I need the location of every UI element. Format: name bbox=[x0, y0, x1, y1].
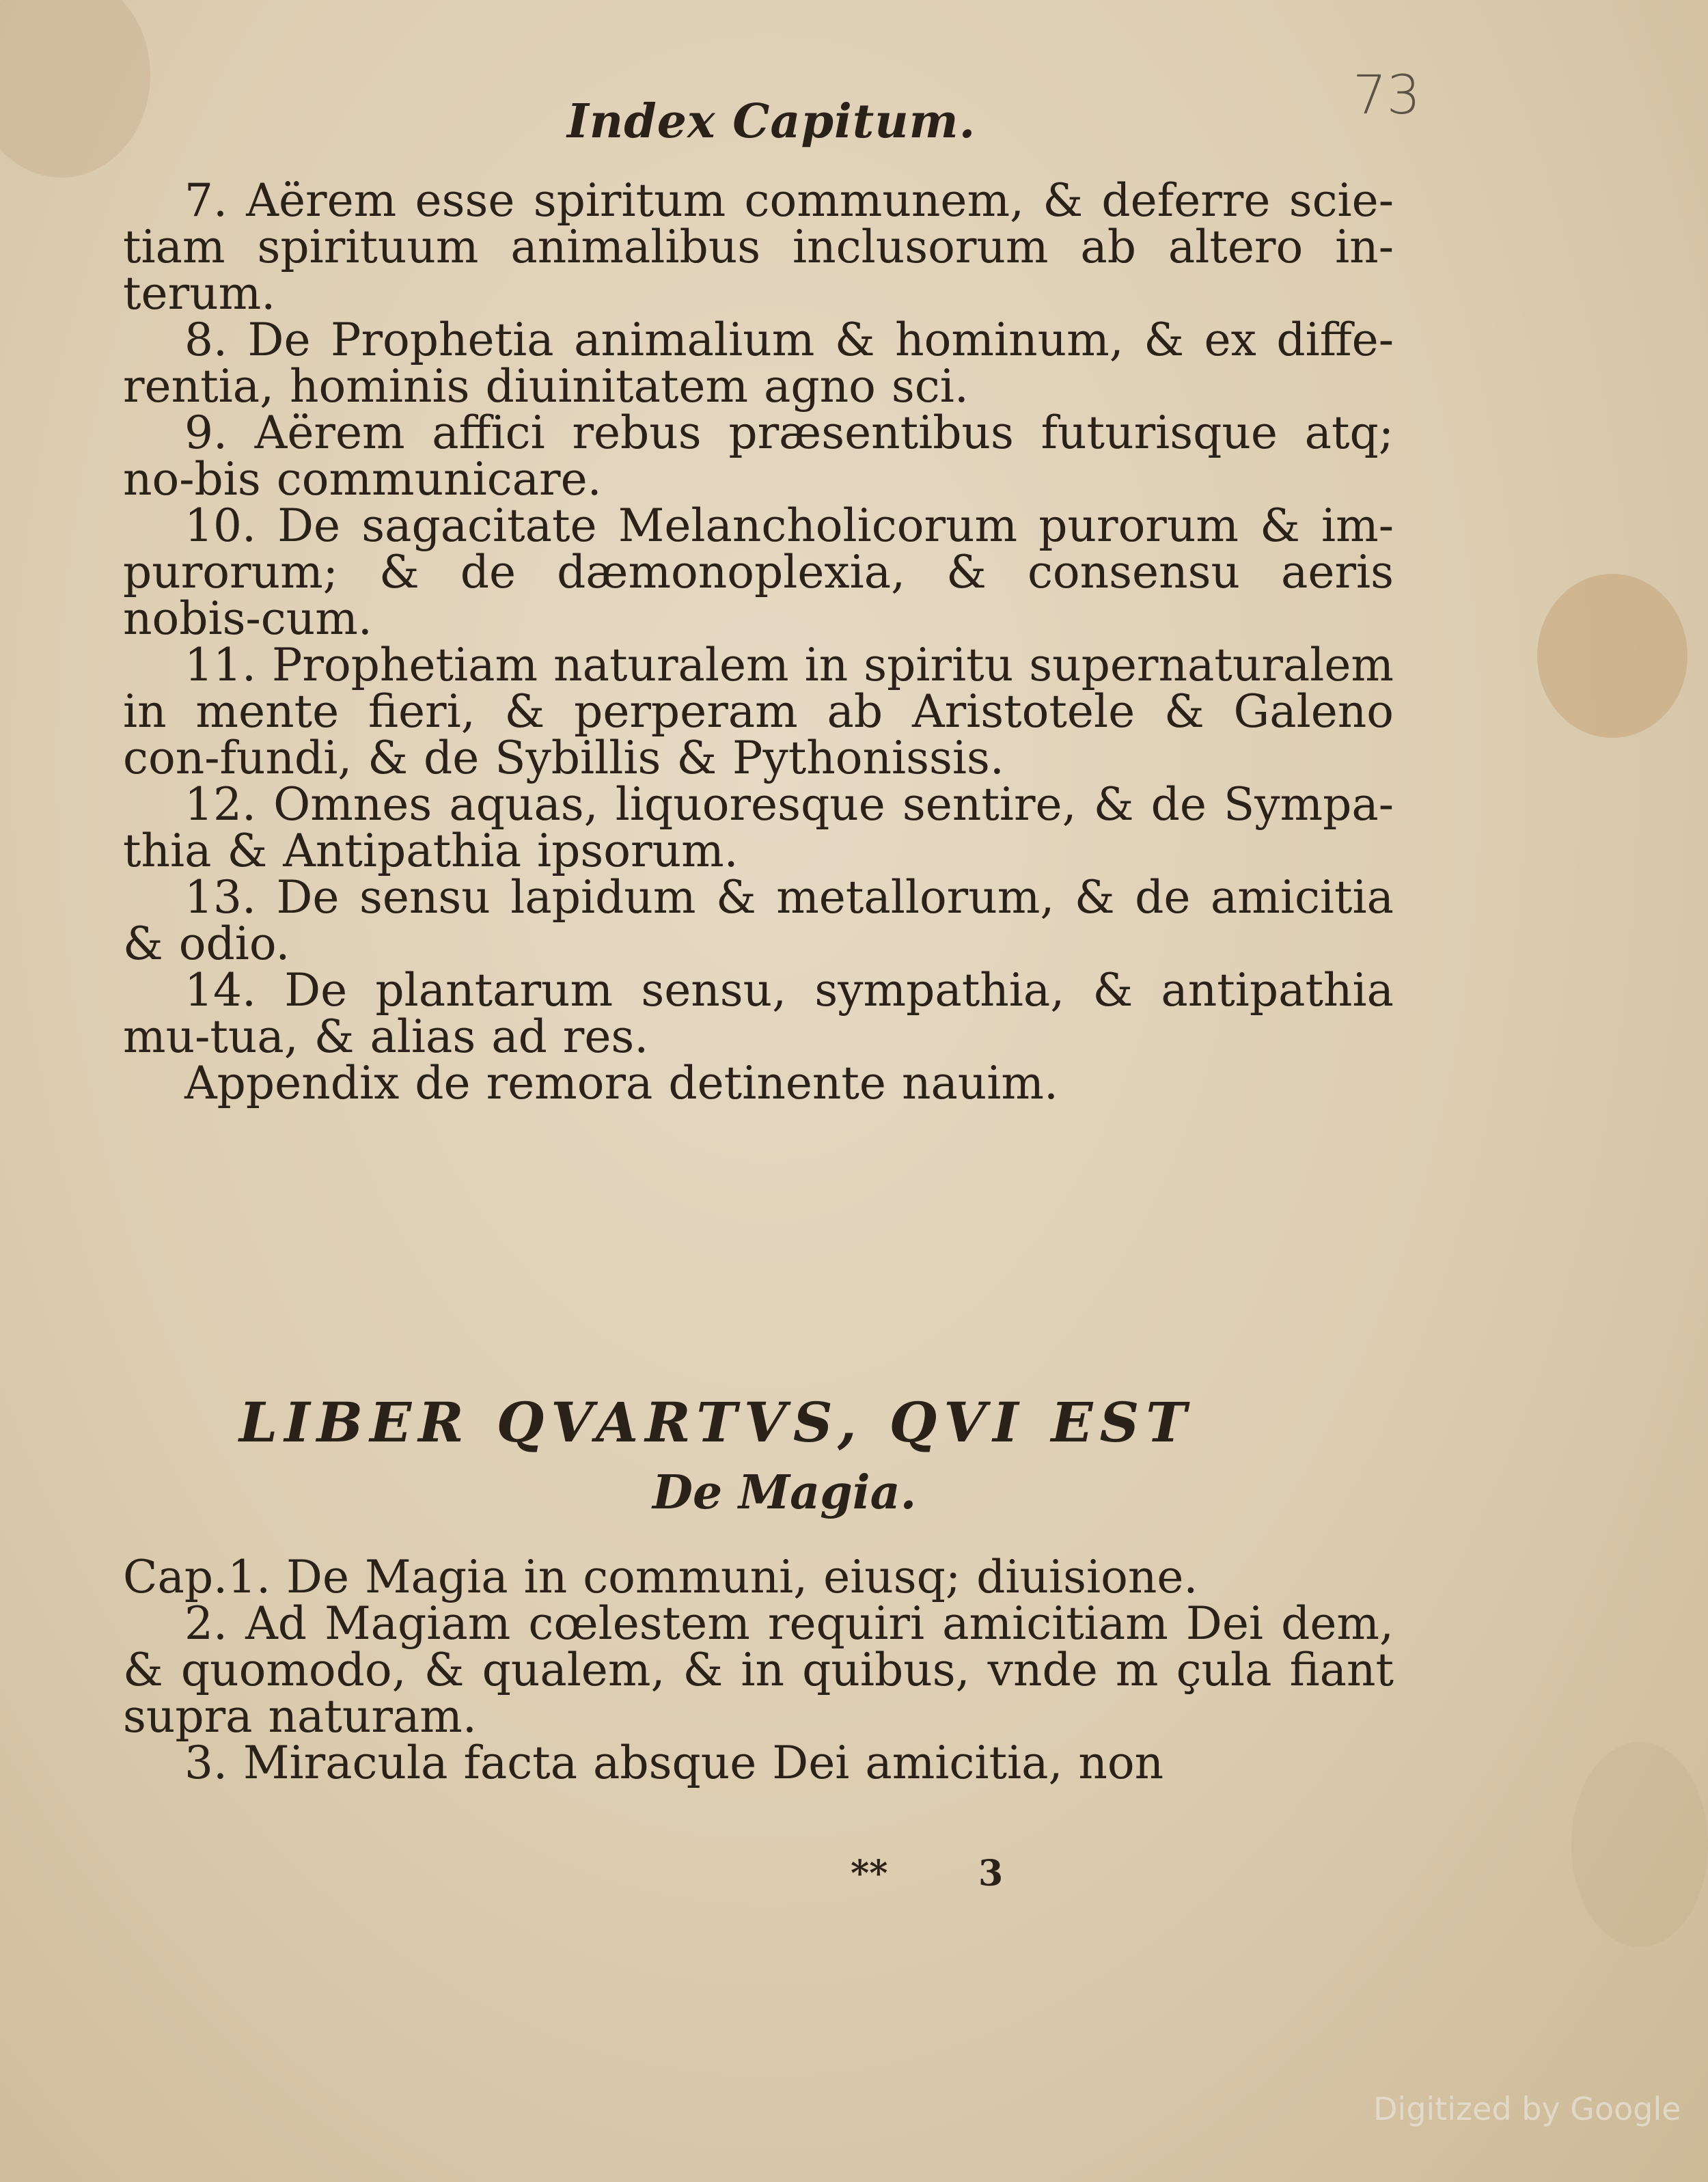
foxing-stain bbox=[0, 0, 150, 178]
index-entry: 2. Ad Magiam cœlestem requiri amicitiam Dei dem, & quomodo, & qualem, & in quibus, vnde m çula fiant supra naturam. bbox=[123, 1597, 1394, 1743]
index-entry: 11. Prophetiam naturalem in spiritu supernaturalem in mente fieri, & perperam ab Aristotele & Galeno con-fundi, & de Sybillis & Pythonissis. bbox=[123, 639, 1394, 784]
digitization-watermark: Digitized by Google bbox=[1373, 2090, 1681, 2127]
index-entry: 7. Aërem esse spiritum communem, & deferre scie-tiam spirituum animalibus inclusorum ab altero in-terum. bbox=[123, 174, 1394, 320]
index-entries-part1 bbox=[123, 174, 1394, 1109]
signature-number: 3 bbox=[978, 1853, 1004, 1894]
signature-mark: ** bbox=[851, 1853, 888, 1894]
foxing-stain bbox=[1537, 574, 1688, 738]
book-subheading: De Magia. bbox=[652, 1465, 917, 1520]
index-entries-part2 bbox=[123, 1551, 1394, 1789]
index-entry: 13. De sensu lapidum & metallorum, & de amicitia & odio. bbox=[123, 871, 1394, 970]
index-entry: 10. De sagacitate Melancholicorum purorum & im-purorum; & de dæmonoplexia, & consensu aeris nobis-cum. bbox=[123, 499, 1394, 645]
foxing-stain bbox=[1571, 1742, 1708, 1947]
index-entry: 12. Omnes aquas, liquoresque sentire, & de Sympa-thia & Antipathia ipsorum. bbox=[123, 778, 1394, 877]
page-header: Index Capitum. bbox=[567, 94, 976, 149]
appendix-entry: Appendix de remora detinente nauim. bbox=[184, 1057, 1058, 1109]
book-heading: LIBER QVARTVS, QVI EST bbox=[239, 1390, 1194, 1454]
index-entry: 8. De Prophetia animalium & hominum, & ex diffe-rentia, hominis diuinitatem agno sci. bbox=[123, 314, 1394, 413]
index-entry: 9. Aërem affici rebus præsentibus futurisque atq; no-bis communicare. bbox=[123, 406, 1394, 506]
index-entry: 3. Miracula facta absque Dei amicitia, non bbox=[184, 1737, 1164, 1789]
folio-number: 73 bbox=[1353, 65, 1421, 126]
index-entry: 14. De plantarum sensu, sympathia, & antipathia mu-tua, & alias ad res. bbox=[123, 964, 1394, 1063]
index-entry: Cap.1. De Magia in communi, eiusq; diuisione. bbox=[123, 1551, 1198, 1603]
